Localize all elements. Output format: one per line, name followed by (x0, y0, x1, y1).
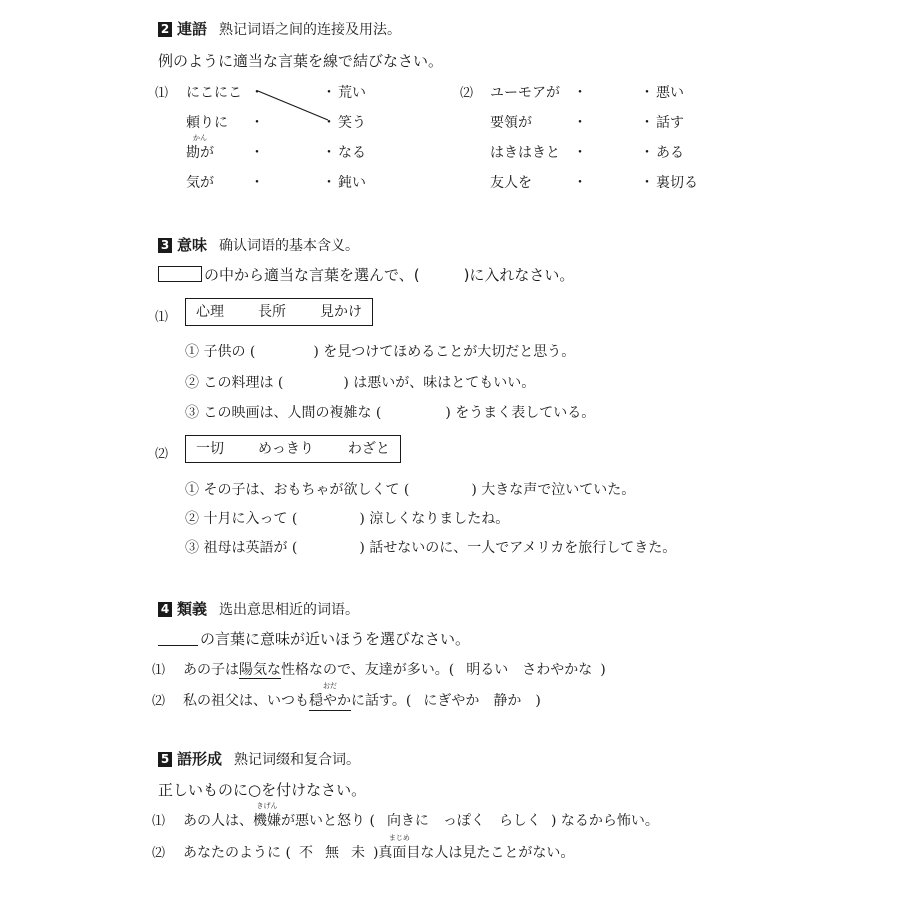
section-4-description: 选出意思相近的词语。 (219, 602, 360, 618)
word-option: 見かけ (320, 304, 362, 320)
s2-q2-right-3: ある (656, 145, 684, 161)
s2-q2-right-1: 悪い (656, 85, 684, 101)
section-3-header (158, 234, 359, 255)
s2-q1-left-1: にこにこ (186, 85, 242, 101)
s2-q2-left-2: 要領が (490, 115, 532, 131)
word-option: 長所 (258, 304, 286, 320)
section-3-number: 3 (158, 238, 172, 253)
section-4-title: 類義 (177, 600, 208, 618)
match-dot[interactable]: ・ (640, 145, 654, 161)
choice-option[interactable]: っぽく (442, 813, 485, 829)
match-dot[interactable]: ・ (250, 145, 264, 161)
choice-option[interactable]: 未 (350, 845, 365, 861)
choice-option[interactable]: 無 (324, 845, 339, 861)
match-dot[interactable]: ・ (573, 175, 587, 191)
match-dot[interactable]: ・ (322, 115, 336, 131)
s2-q2-left-1: ユーモアが (490, 85, 560, 101)
s3-q2-item-3: ③ 祖母は英語が ( ) 話せないのに、一人でアメリカを旅行してきた。 (185, 540, 677, 556)
s2-q2-right-2: 話す (656, 115, 684, 131)
section-5-description: 熟记词缀和复合词。 (234, 752, 361, 768)
s2-q1-left-3: かん 勘が (186, 134, 214, 161)
section-3-instruction: の中から適当な言葉を選んで、( )に入れなさい。 (158, 264, 574, 285)
choice-option[interactable]: 向きに (386, 813, 429, 829)
choice-option[interactable]: らしく (498, 813, 541, 829)
match-dot[interactable]: ・ (250, 85, 264, 101)
section-4-instruction: の言葉に意味が近いほうを選びなさい。 (158, 628, 470, 649)
match-dot[interactable]: ・ (250, 115, 264, 131)
match-dot[interactable]: ・ (640, 85, 654, 101)
underline-sample (158, 631, 198, 646)
s2-q1-right-2: 笑う (338, 115, 366, 131)
s2-q2-left-3: はきはきと (490, 145, 560, 161)
section-5-title: 語形成 (177, 750, 223, 768)
word-option: 一切 (196, 441, 224, 457)
s2-q1-label: ⑴ (155, 86, 169, 101)
word-option: わざと (347, 441, 390, 457)
underlined-word: おだ 穏やか (309, 682, 352, 709)
s3-q1-word-box (185, 298, 373, 326)
choice-option[interactable]: 静か (493, 693, 522, 709)
word-option: めっきり (258, 441, 314, 457)
s3-q2-word-box (185, 435, 401, 463)
section-2-number: 2 (158, 22, 172, 37)
s2-q1-right-3: なる (338, 145, 366, 161)
underlined-word: 陽気な (239, 662, 282, 678)
s2-q2-label: ⑵ (460, 86, 474, 101)
choice-option[interactable]: さわやかな (522, 662, 593, 678)
s3-q1-item-3: ③ この映画は、人間の複雑な ( ) をうまく表している。 (185, 405, 596, 421)
s4-q2: ⑵ 私の祖父は、いつも おだ 穏やかに話す。( にぎやか 静か ) (152, 682, 541, 709)
section-2-description: 熟记词语之间的连接及用法。 (219, 22, 402, 38)
section-4-number: 4 (158, 602, 172, 617)
s2-q2-right-4: 裏切る (656, 175, 698, 191)
s3-q1-item-1: ① 子供の ( ) を見つけてほめることが大切だと思う。 (185, 344, 576, 360)
section-2-instruction: 例のように適当な言葉を線で結びなさい。 (158, 52, 444, 70)
s3-q1-item-2: ② この料理は ( ) は悪いが、味はとてもいい。 (185, 375, 536, 391)
s2-q1-right-4: 鈍い (338, 175, 366, 191)
match-dot[interactable]: ・ (250, 175, 264, 191)
s2-q1-right-1: 荒い (338, 85, 366, 101)
section-4-header (158, 598, 359, 619)
instruction-box (158, 266, 202, 282)
section-3-description: 确认词语的基本含义。 (219, 238, 360, 254)
choice-option[interactable]: にぎやか (423, 693, 480, 709)
match-dot[interactable]: ・ (640, 175, 654, 191)
section-5-header (158, 748, 360, 769)
s2-q2-left-4: 友人を (490, 175, 532, 191)
section-2-title: 連語 (177, 20, 208, 38)
section-5-instruction: 正しいものに○を付けなさい。 (158, 781, 367, 799)
s2-q1-left-2: 頼りに (186, 115, 228, 131)
s3-q2-item-2: ② 十月に入って ( ) 涼しくなりましたね。 (185, 511, 510, 527)
s3-q2-item-1: ① その子は、おもちゃが欲しくて ( ) 大きな声で泣いていた。 (185, 482, 636, 498)
match-dot[interactable]: ・ (322, 145, 336, 161)
match-dot[interactable]: ・ (322, 175, 336, 191)
match-dot[interactable]: ・ (640, 115, 654, 131)
match-dot[interactable]: ・ (573, 85, 587, 101)
section-5-number: 5 (158, 752, 172, 767)
s5-q1: ⑴ あの人は、 きげん 機嫌が悪いと怒り ( 向きに っぽく らしく ) なるから怖い。 (152, 802, 659, 829)
s4-q1: ⑴ あの子は陽気な性格なので、友達が多い。( 明るい さわやかな ) (152, 662, 606, 678)
word-option: 心理 (196, 304, 224, 320)
match-dot[interactable]: ・ (573, 145, 587, 161)
s3-q2-label: ⑵ (155, 447, 169, 462)
s3-q1-label: ⑴ (155, 310, 169, 325)
ruby-kan: かん (193, 134, 207, 142)
match-dot[interactable]: ・ (573, 115, 587, 131)
s5-q2: ⑵ あなたのように ( 不 無 未 ) まじめ 真面目な人は見たことがない。 (152, 834, 575, 861)
choice-option[interactable]: 不 (298, 845, 313, 861)
section-3-title: 意味 (177, 236, 208, 254)
s2-q1-left-4: 気が (186, 175, 214, 191)
choice-option[interactable]: 明るい (466, 662, 509, 678)
match-dot[interactable]: ・ (322, 85, 336, 101)
